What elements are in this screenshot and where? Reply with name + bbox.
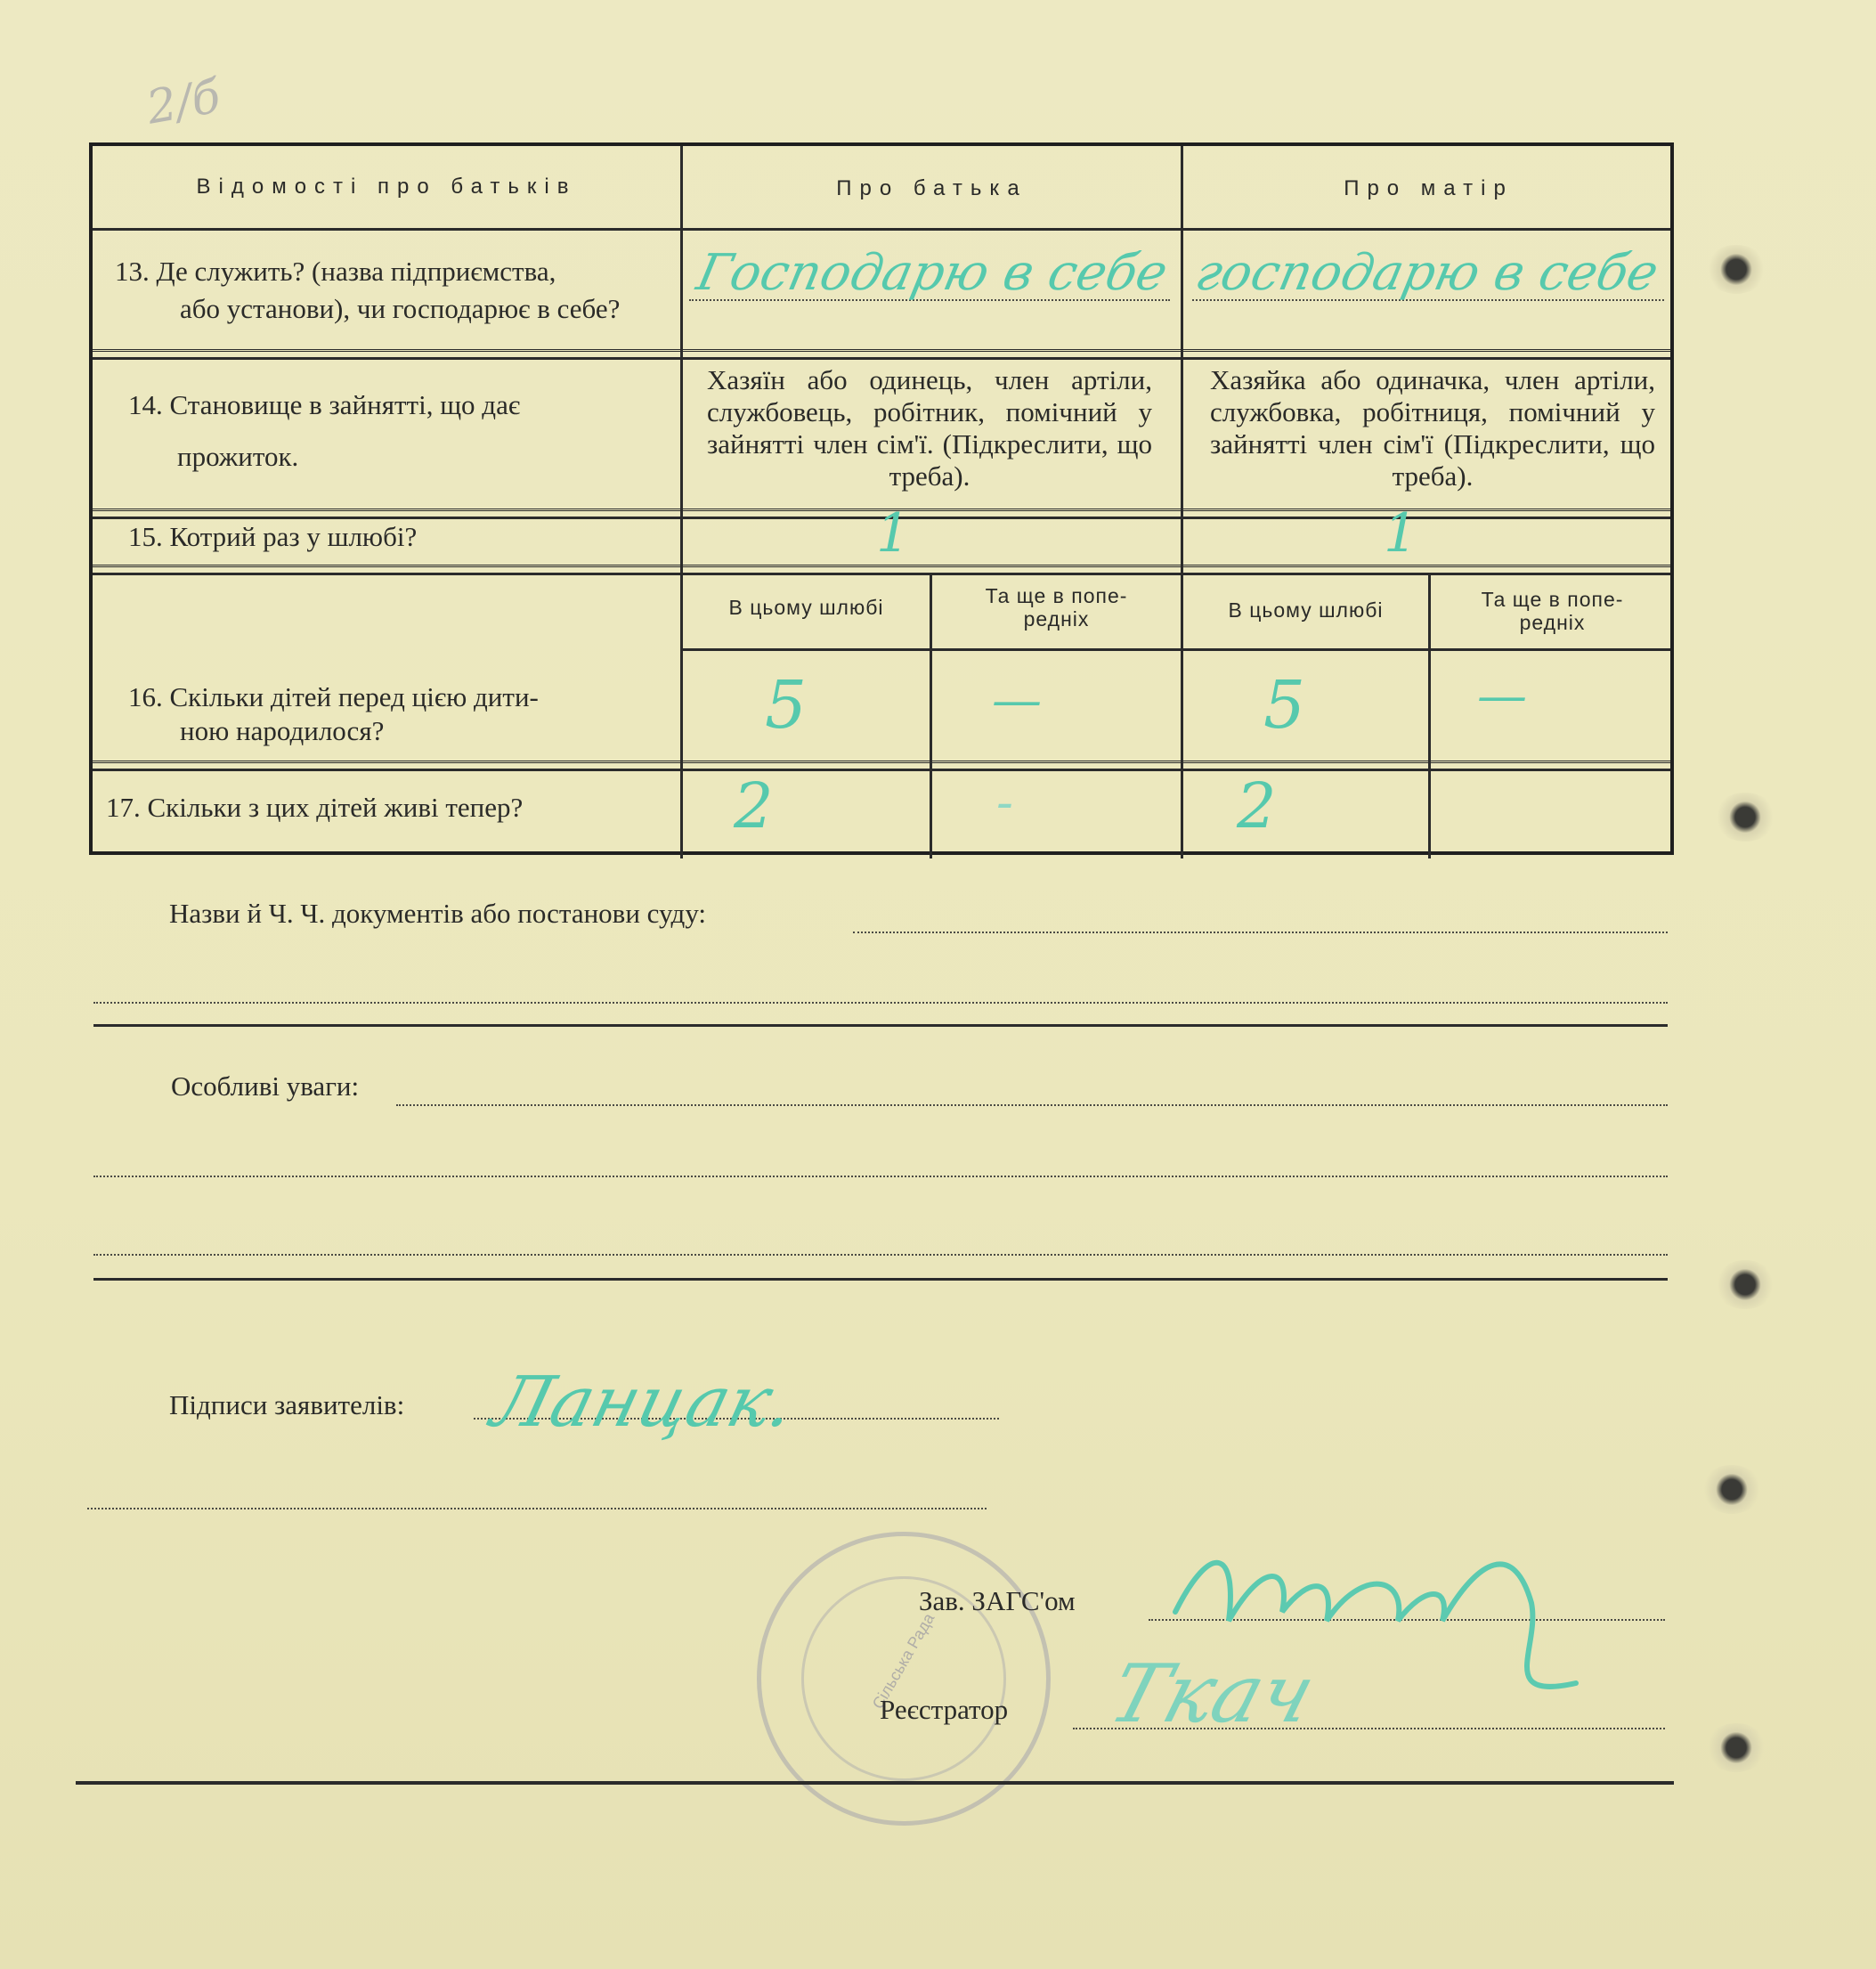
- table-divider: [93, 349, 1670, 360]
- mother-marriage-count: 1: [1384, 502, 1418, 565]
- dotted-line: [93, 1002, 1668, 1004]
- table-divider: [93, 565, 1670, 575]
- row-16-label-cont: ною народилося?: [180, 715, 385, 746]
- subheader-mother-current: В цьому шлюбі: [1228, 598, 1384, 622]
- mother-children-current: 5: [1263, 667, 1306, 744]
- dotted-line: [853, 932, 1668, 933]
- row-13-label-cont: або установи), чи господарює в себе?: [180, 293, 621, 324]
- subheader-father-current: В цьому шлюбі: [728, 596, 884, 619]
- header-info: Відомості про батьків: [196, 175, 577, 199]
- mother-status-options: Хазяйка або одиначка, член артіли, службовка, робітниця, помічний у зайнятті член сім'ї (Підкреслити, що треба).: [1210, 364, 1655, 492]
- registrar-label: Реєстратор: [880, 1694, 1009, 1725]
- registrar-signature: Ткач: [1099, 1648, 1326, 1741]
- section-divider: [93, 1278, 1668, 1281]
- row-13-label: 13. Де служить? (назва підприємства,: [115, 256, 556, 287]
- subheader-father-previous: Та ще в попе-: [985, 584, 1128, 607]
- signatures-label: Підписи заявителів:: [169, 1389, 405, 1420]
- table-divider: [93, 228, 1670, 231]
- head-signature-scribble: [1157, 1523, 1656, 1719]
- applicant-signature: Ланцак.: [483, 1363, 803, 1443]
- dotted-line: [93, 1176, 1668, 1177]
- column-divider: [1181, 146, 1183, 858]
- binding-hole: [1714, 1260, 1776, 1309]
- binding-hole: [1705, 1723, 1767, 1772]
- subheader-father-previous-cont: редніх: [1023, 607, 1090, 631]
- stamp-text: Сільська Рада: [868, 1610, 938, 1713]
- dotted-line: [87, 1508, 987, 1509]
- mother-children-previous: —: [1477, 667, 1527, 725]
- row-16-label: 16. Скільки дітей перед цією дити-: [128, 681, 539, 712]
- row-15-label: 15. Котрий раз у шлюбі?: [128, 521, 418, 552]
- row-17-label: 17. Скільки з цих дітей живі тепер?: [106, 792, 524, 823]
- father-children-alive-previous: -: [996, 774, 1013, 832]
- dotted-line: [93, 1254, 1668, 1256]
- column-divider: [680, 146, 683, 858]
- documents-label: Назви й Ч. Ч. документів або постанови суду:: [169, 898, 707, 929]
- table-divider: [680, 648, 1670, 651]
- father-occupation-handwritten: Господарю в себе: [692, 244, 1173, 302]
- head-label: Зав. ЗАГС'ом: [919, 1585, 1076, 1616]
- binding-hole: [1701, 1465, 1763, 1514]
- parents-info-table: [89, 142, 1674, 855]
- page-number: 2/б: [142, 69, 224, 135]
- bottom-divider: [76, 1781, 1674, 1785]
- father-children-current: 5: [765, 667, 808, 744]
- father-status-options: Хазяїн або одинець, член артіли, службовець, робітник, помічний у зайнятті член сім'ї. (Підкреслити, що треба).: [707, 364, 1152, 492]
- header-mother: Про матір: [1344, 176, 1514, 200]
- binding-hole: [1705, 245, 1767, 294]
- father-children-previous: —: [992, 671, 1042, 729]
- father-children-alive: 2: [734, 769, 774, 842]
- mother-occupation-handwritten: господарю в себе: [1190, 244, 1664, 302]
- table-divider: [93, 761, 1670, 771]
- dotted-line: [396, 1104, 1668, 1106]
- father-marriage-count: 1: [876, 502, 911, 565]
- header-father: Про батька: [836, 176, 1027, 200]
- mother-children-alive: 2: [1237, 769, 1277, 842]
- subheader-mother-previous: Та ще в попе-: [1481, 588, 1624, 611]
- subheader-mother-previous-cont: редніх: [1519, 611, 1586, 634]
- notes-label: Особливі уваги:: [171, 1070, 360, 1102]
- row-14-label-cont: прожиток.: [177, 441, 299, 472]
- section-divider: [93, 1024, 1668, 1027]
- binding-hole: [1714, 793, 1776, 842]
- row-14-label: 14. Становище в зайнятті, що дає: [128, 389, 521, 420]
